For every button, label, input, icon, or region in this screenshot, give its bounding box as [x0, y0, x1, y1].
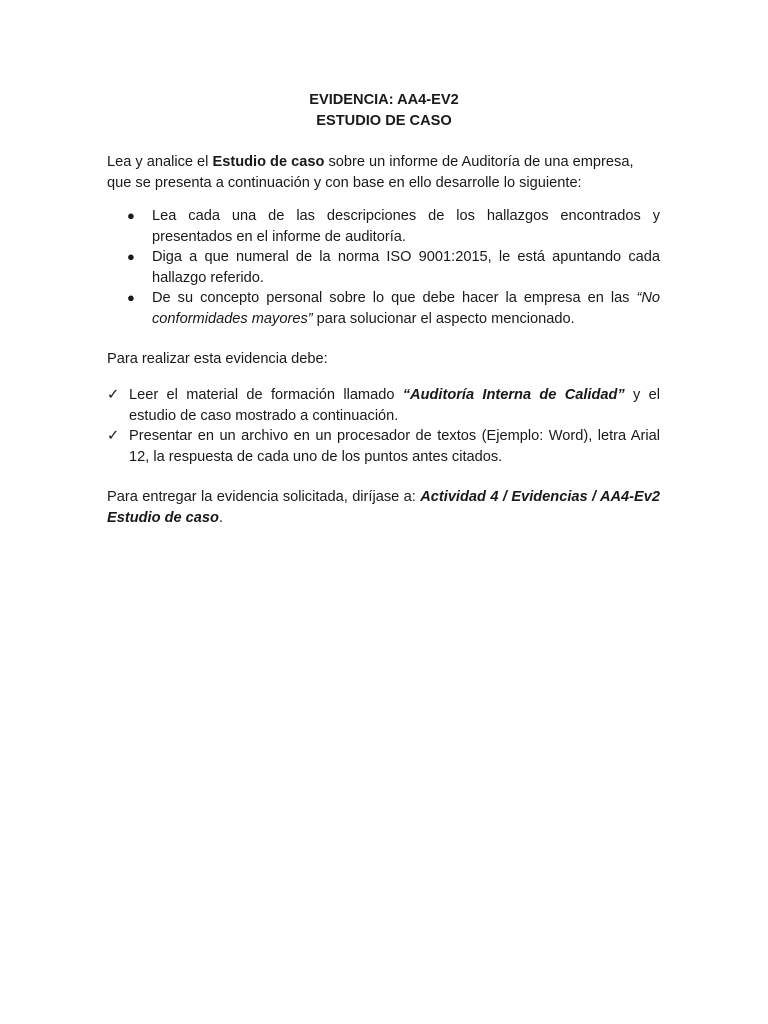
checkmark-icon: ✓: [107, 428, 120, 444]
check-item: [107, 385, 660, 426]
check-item-text: Presentar en un archivo en un procesador de textos (Ejemplo: Word), letra Arial 12, la respuesta de cada uno de los puntos antes citados.: [129, 428, 660, 465]
checkmark-icon: ✓: [107, 387, 120, 403]
check-item: [107, 426, 660, 467]
intro-paragraph: [107, 152, 660, 193]
check-item-text: Leer el material de formación llamado: [129, 387, 403, 403]
list-item: [107, 288, 660, 329]
requirements-list: [107, 385, 660, 467]
list-item-text: De su concepto personal sobre lo que debe hacer la empresa en las: [152, 290, 637, 306]
evidence-title: EVIDENCIA: AA4-EV2: [309, 92, 459, 108]
bullet-icon: ●: [127, 290, 135, 305]
intro-bold-text: Estudio de caso: [212, 154, 325, 170]
case-study-title: ESTUDIO DE CASO: [316, 113, 452, 129]
delivery-period: .: [218, 509, 223, 526]
requirements-intro: Para realizar esta evidencia debe:: [107, 351, 328, 367]
bullet-icon: ●: [127, 249, 135, 264]
delivery-paragraph: [107, 487, 660, 528]
list-item-text: Lea cada una de las descripciones de los hallazgos encontrados y presentados en el informe de auditoría.: [152, 208, 660, 245]
list-item: [107, 206, 660, 247]
list-item-italic-text: “No conformidades mayores”: [152, 290, 660, 327]
intro-text: Lea y analice el: [107, 154, 213, 170]
list-item: [107, 247, 660, 288]
delivery-path: Actividad 4 / Evidencias / AA4-Ev2 Estudio de caso: [107, 489, 660, 526]
list-item-text-continued: para solucionar el aspecto mencionado.: [312, 310, 575, 327]
check-item-bold-text: “Auditoría Interna de Calidad”: [402, 387, 625, 403]
check-item-text-continued: y el estudio de caso mostrado a continuación.: [129, 387, 660, 424]
instructions-list: [107, 206, 660, 329]
bullet-icon: ●: [127, 208, 135, 223]
list-item-text: Diga a que numeral de la norma ISO 9001:2015, le está apuntando cada hallazgo referido.: [152, 249, 660, 286]
intro-text-continued: sobre un informe de Auditoría de una empresa, que se presenta a continuación y con base en ello desarrolle lo siguiente:: [107, 154, 634, 191]
delivery-text: Para entregar la evidencia solicitada, diríjase a:: [107, 489, 421, 505]
